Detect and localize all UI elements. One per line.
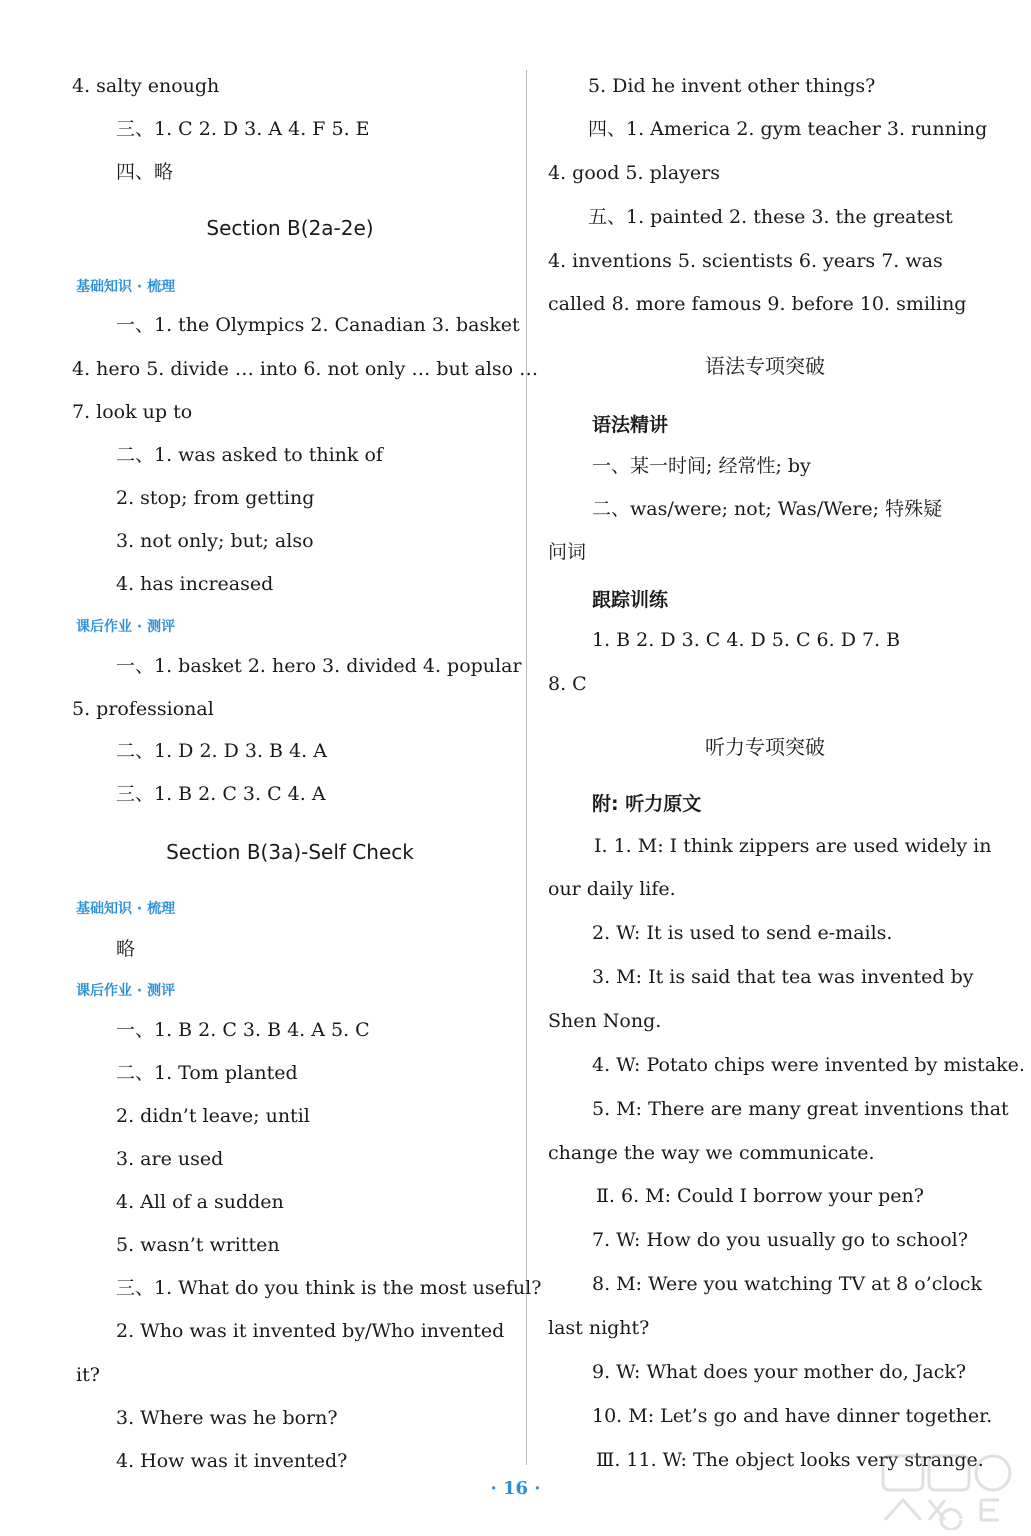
answer-line: 7. W: How do you usually go to school? [592, 1229, 968, 1251]
answer-line: 二、1. was asked to think of [116, 444, 383, 466]
section-title: 听力专项突破 [705, 735, 825, 759]
column-divider [526, 70, 527, 1465]
section-tag: 基础知识 · 梳理 [76, 279, 176, 295]
answer-line: 一、某一时间; 经常性; by [592, 455, 811, 477]
answer-line: 略 [116, 938, 136, 960]
answer-line: called 8. more famous 9. before 10. smiling [548, 293, 967, 315]
answer-line: 9. W: What does your mother do, Jack? [592, 1361, 967, 1383]
answer-line: 1. B 2. D 3. C 4. D 5. C 6. D 7. B [592, 629, 901, 651]
answer-line: 10. M: Let’s go and have dinner together. [592, 1405, 993, 1427]
answer-line: 8. C [548, 673, 587, 695]
answer-line: 三、1. What do you think is the most useful? [116, 1277, 542, 1299]
answer-line: 4. hero 5. divide … into 6. not only … but also … [72, 358, 539, 380]
answer-line: 一、1. B 2. C 3. B 4. A 5. C [116, 1019, 370, 1041]
answer-line: 5. M: There are many great inventions that [592, 1098, 1009, 1120]
answer-line: last night? [548, 1317, 650, 1339]
answer-line: 2. W: It is used to send e-mails. [592, 922, 893, 944]
answer-line: 4. inventions 5. scientists 6. years 7. was [548, 250, 943, 272]
answer-line: 7. look up to [72, 401, 193, 423]
answer-line: 五、1. painted 2. these 3. the greatest [588, 206, 953, 228]
answer-line: 一、1. the Olympics 2. Canadian 3. basket [116, 314, 520, 336]
subheading: 附: 听力原文 [592, 793, 702, 815]
answer-line: 3. not only; but; also [116, 530, 314, 552]
section-tag: 课后作业 · 测评 [76, 619, 176, 635]
answer-line: 四、1. America 2. gym teacher 3. running [588, 118, 988, 140]
answer-line: 2. stop; from getting [116, 487, 315, 509]
answer-line: 3. M: It is said that tea was invented by [592, 966, 974, 988]
answer-line: 3. are used [116, 1148, 224, 1170]
answer-line: Ⅱ. 6. M: Could I borrow your pen? [596, 1185, 924, 1207]
answer-line: 4. How was it invented? [116, 1450, 348, 1472]
answer-line: it? [76, 1364, 100, 1386]
answer-line: 5. professional [72, 698, 214, 720]
section-title: 语法专项突破 [705, 354, 825, 378]
answer-line: 三、1. C 2. D 3. A 4. F 5. E [116, 118, 370, 140]
answer-line: 4. salty enough [72, 75, 220, 97]
answer-line: 4. W: Potato chips were invented by mistake. [592, 1054, 1025, 1076]
answer-line: 四、略 [116, 161, 174, 183]
answer-line: 8. M: Were you watching TV at 8 o’clock [592, 1273, 983, 1295]
answer-line: 5. Did he invent other things? [588, 75, 876, 97]
subheading: 跟踪训练 [592, 589, 669, 611]
answer-line: Ⅲ. 11. W: The object looks very strange. [596, 1449, 984, 1471]
section-tag: 基础知识 · 梳理 [76, 901, 176, 917]
answer-line: 2. didn’t leave; until [116, 1105, 310, 1127]
answer-line: Shen Nong. [548, 1010, 662, 1032]
answer-line: our daily life. [548, 878, 676, 900]
answer-line: 5. wasn’t written [116, 1234, 280, 1256]
page-number: · 16 · [490, 1478, 541, 1499]
answer-line: 二、was/were; not; Was/Were; 特殊疑 [592, 498, 943, 520]
answer-line: 4. All of a sudden [116, 1191, 284, 1213]
answer-line: 2. Who was it invented by/Who invented [116, 1320, 505, 1342]
answer-line: 一、1. basket 2. hero 3. divided 4. popular [116, 655, 522, 677]
answer-line: 问词 [548, 541, 587, 563]
subheading: 语法精讲 [592, 414, 669, 436]
answer-line: Ⅰ. 1. M: I think zippers are used widely in [594, 835, 992, 857]
section-tag: 课后作业 · 测评 [76, 983, 176, 999]
watermark-logo [875, 1450, 1025, 1530]
section-title: Section B(2a-2e) [206, 216, 374, 240]
answer-line: 二、1. D 2. D 3. B 4. A [116, 740, 327, 762]
section-title: Section B(3a)-Self Check [166, 840, 414, 864]
answer-line: change the way we communicate. [548, 1142, 875, 1164]
answer-line: 3. Where was he born? [116, 1407, 338, 1429]
answer-line: 4. has increased [116, 573, 274, 595]
answer-line: 二、1. Tom planted [116, 1062, 298, 1084]
answer-line: 三、1. B 2. C 3. C 4. A [116, 783, 326, 805]
answer-line: 4. good 5. players [548, 162, 720, 184]
